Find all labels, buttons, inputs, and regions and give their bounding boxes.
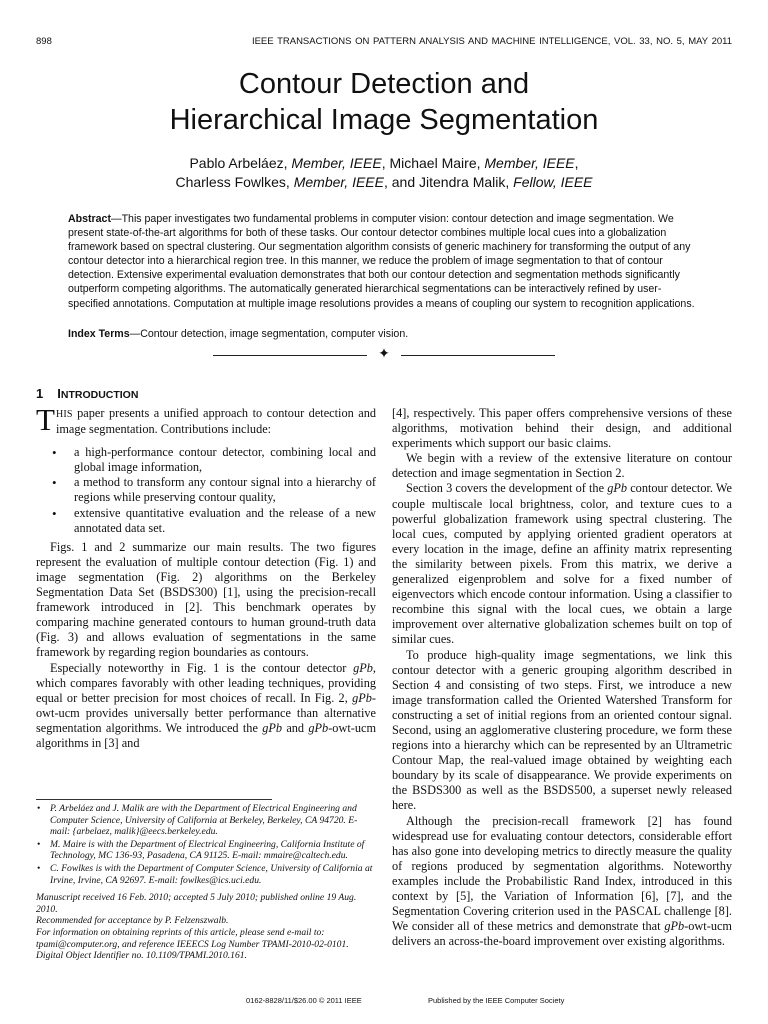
paragraph: Figs. 1 and 2 summarize our main results. The two figures represent the evaluation of multiple contour detection (Fig. 1) and image segmentation (Fig. 2) algorithms on the Berkeley Segmentation Data Set (BSDS300) [1], using the precision-recall framework introduced in [2]. This benchmark operates by comparing machine generated contours to human ground-truth data (Fig. 3) and allows evaluation of segmentations in the same framework by regarding region boundaries as contours. — [36, 539, 376, 660]
footnote-affiliation-1: • P. Arbeláez and J. Malik are with the Department of Electrical Engineering and Computer Science, University of California at Berkeley, Berkeley, CA 94720. E-mail: {arbelaez, malik}@eecs.berkeley.edu. — [36, 803, 376, 838]
index-terms — [68, 327, 700, 341]
math-gpb: gPb — [607, 481, 628, 496]
text-run: contour detector. We couple multiscale local brightness, color, and texture cues to a powerful globalization framework using spectral clustering. The local cues, computed by applying oriented gradient operators at every location in the image, define an affinity matrix representing the similarity between pixels. From this matrix, we derive a generalized eigenproblem and solve for a fixed number of eigenvectors which encode contour information. Using a classifier to recombine this signal with the local cues, we obtain a large improvement over alternative globalization schemes built on top of similar cues. — [392, 481, 732, 647]
intro-paragraph — [36, 402, 376, 437]
intro-smallcaps: HIS — [55, 409, 73, 420]
author-2-role: Member, IEEE — [484, 155, 575, 171]
author-2: , Michael Maire, — [381, 155, 485, 171]
manuscript-dates: Manuscript received 16 Feb. 2010; accepted 5 July 2010; published online 19 Aug. 2010. — [36, 892, 357, 915]
index-terms-label: Index Terms — [68, 328, 130, 340]
list-item: • a method to transform any contour signal into a hierarchy of regions while preserving contour quality, — [36, 475, 376, 505]
index-terms-dash: — — [129, 328, 141, 340]
page-number: 898 — [36, 36, 52, 47]
math-gpb: gPb — [352, 690, 372, 705]
running-head — [36, 36, 732, 50]
doi: Digital Object Identifier no. 10.1109/TPAMI.2010.161. — [36, 950, 247, 962]
author-line-2 — [36, 173, 732, 192]
text-run: -owt-ucm algorithms in [3] and — [36, 720, 377, 750]
math-gpb: gPb — [353, 660, 373, 675]
text-run: Although the precision-recall framework [2] has found widespread use for evaluating contour detectors, considerable effort has also gone into developing metrics to directly measure the quality of regions produced by segmentation algorithms. Noteworthy examples include the Probabilistic Rand Index, introduced in this context by [5], the Variation of Information [6], [7], and the Segmentation Covering criterion used in the PASCAL challenge [8]. We consider all of these metrics and demonstrate that — [392, 813, 732, 934]
author-1-role: Member, IEEE — [291, 155, 382, 171]
paragraph: [4], respectively. This paper offers comprehensive versions of these algorithms, motivation behind their design, and additional experiments which support our basic claims. — [392, 406, 732, 451]
recommended-by: Recommended for acceptance by P. Felzenszwalb. — [36, 915, 229, 927]
drop-cap: T — [36, 402, 55, 437]
author-separator: , — [574, 155, 579, 171]
copyright: 0162-8828/11/$26.00 © 2011 IEEE — [246, 996, 362, 1005]
text-run: Section 3 covers the development of the — [406, 481, 608, 496]
intro-text: paper presents a unified approach to contour detection and image segmentation. Contributions include: — [55, 406, 376, 437]
text-run: Especially noteworthy in Fig. 1 is the contour detector — [50, 660, 354, 675]
author-3: Charless Fowlkes, — [175, 174, 294, 190]
text-run: and — [282, 720, 309, 735]
footnotes — [36, 803, 376, 962]
text-run: -owt-ucm provides universally better performance than alternative segmentation algorithms. We introduced the — [36, 690, 376, 735]
math-gpb: gPb — [308, 720, 329, 735]
author-line-1 — [36, 154, 732, 173]
paragraph: We begin with a review of the extensive literature on contour detection and image segmentation in Section 2. — [392, 451, 732, 481]
list-item: • extensive quantitative evaluation and the release of a new annotated data set. — [36, 506, 376, 536]
list-item: • a high-performance contour detector, combining local and global image information, — [36, 445, 376, 475]
math-gpb: gPb — [664, 919, 685, 934]
paragraph: To produce high-quality image segmentations, we link this contour detector with a generic grouping algorithm described in Section 4 and consisting of two steps. First, we introduce a new image transformation called the Oriented Watershed Transform for constructing a set of initial regions from an oriented contour signal. Second, using an agglomerative clustering procedure, we form these regions into a hierarchy which can be represented by an Ultrametric Contour Map, the real-valued image obtained by weighting each boundary by its scale of disappearance. We provide experiments on the BSDS300 as well as the BSDS500, a superset newly released here. — [392, 647, 732, 813]
left-column — [36, 402, 377, 751]
paper-title — [36, 66, 732, 138]
text-run: -owt-ucm delivers an across-the-board improvement over existing algorithms. — [392, 919, 732, 949]
section-number: 1 — [36, 386, 44, 401]
footnote-rule — [36, 799, 272, 800]
section-initial: I — [57, 386, 61, 401]
paragraph — [36, 661, 376, 752]
index-terms-text: Contour detection, image segmentation, computer vision. — [140, 328, 409, 340]
title-line-2: Hierarchical Image Segmentation — [169, 104, 599, 136]
footnote-affiliation-2: • M. Maire is with the Department of Electrical Engineering, California Institute of Technology, MC 136-93, Pasadena, CA 91125. E-mail: mmaire@caltech.edu. — [36, 839, 376, 862]
paragraph — [392, 814, 732, 950]
paragraph — [392, 481, 732, 647]
author-list — [36, 154, 732, 192]
section-divider — [213, 348, 555, 362]
abstract-label: Abstract — [68, 213, 111, 225]
abstract-text: This paper investigates two fundamental problems in computer vision: contour detection and image segmentation. We present state-of-the-art algorithms for both of these tasks. Our contour detector combines multiple local cues into a globalization framework based on spectral clustering. Our segmentation algorithm consists of generic machinery for transforming the output of any contour detector into a hierarchical region tree. In this manner, we reduce the problem of image segmentation to that of contour detection. Extensive experimental evaluation demonstrates that both our contour detection and segmentation methods significantly outperform competing algorithms. The automatically generated hierarchical segmentations can be interactively refined by user-specified annotations. Computation at multiple image resolutions provides a means of coupling our system to recognition applications. — [68, 213, 695, 310]
journal-line: IEEE TRANSACTIONS ON PATTERN ANALYSIS AND MACHINE INTELLIGENCE, VOL. 33, NO. 5, MAY 2011 — [251, 36, 732, 47]
abstract-dash: — — [110, 213, 122, 225]
publisher: Published by the IEEE Computer Society — [428, 996, 565, 1005]
abstract — [68, 212, 700, 311]
author-4-role: Fellow, IEEE — [513, 174, 593, 190]
contribution-list — [36, 445, 376, 536]
title-line-1: Contour Detection and — [238, 68, 530, 100]
divider-ornament-icon: ✦ — [378, 347, 390, 362]
author-3-role: Member, IEEE — [293, 174, 384, 190]
math-gpb: gPb — [262, 720, 283, 735]
section-heading — [36, 386, 138, 401]
page-footer — [36, 996, 732, 1008]
author-4: , and Jitendra Malik, — [383, 174, 514, 190]
right-column — [392, 406, 732, 949]
text-run: , which compares favorably with other leading techniques, providing equal or better precision for most choices of recall. In Fig. 2, — [36, 660, 376, 705]
author-1: Pablo Arbeláez, — [189, 155, 292, 171]
divider-line-right — [401, 355, 555, 356]
reprint-info: For information on obtaining reprints of this article, please send e-mail to: tpami@computer.org, and reference IEEECS Log Number TPAMI-2010-02-0101. — [36, 926, 349, 950]
footnote-affiliation-3: • C. Fowlkes is with the Department of Computer Science, University of California at Irvine, Irvine, CA 92697. E-mail: fowlkes@ics.uci.edu. — [36, 863, 376, 886]
section-title-rest: NTRODUCTION — [60, 389, 139, 401]
